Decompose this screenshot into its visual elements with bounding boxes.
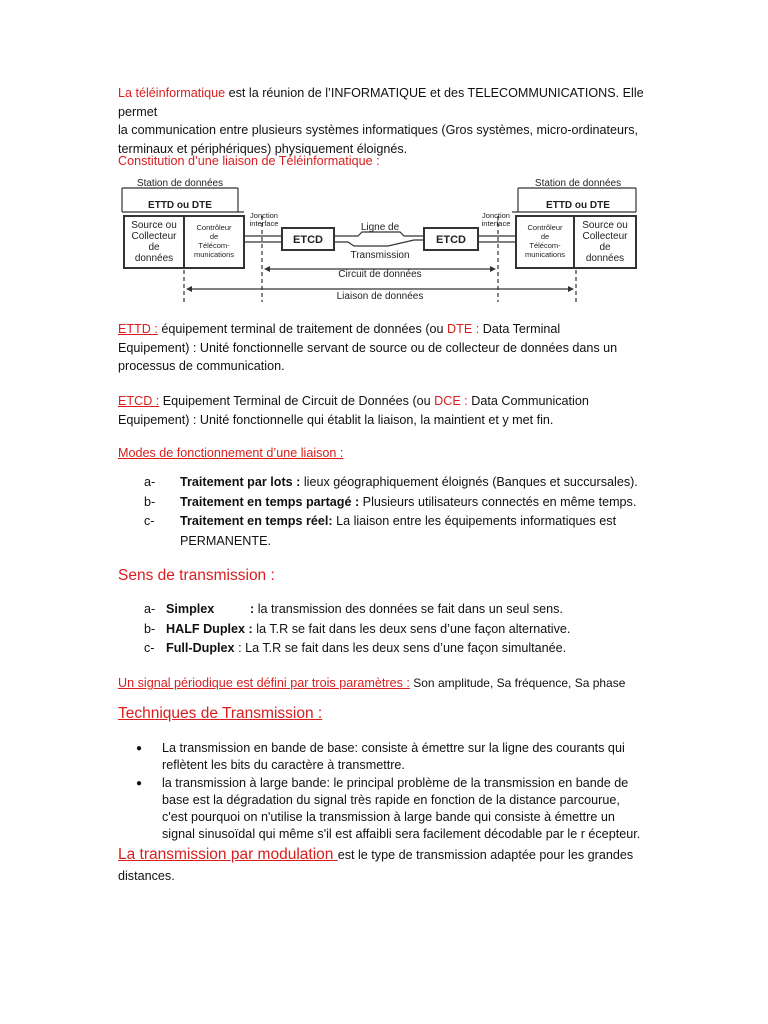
svg-text:de: de: [148, 242, 160, 253]
modes-heading: Modes de fonctionnement d’une liaison :: [118, 446, 344, 460]
svg-text:Collecteur: Collecteur: [131, 231, 177, 242]
teleinformatique-term: La téléinformatique: [118, 86, 226, 100]
svg-text:munications: munications: [524, 250, 566, 259]
svg-text:interface: interface: [249, 219, 279, 228]
dte-term: DTE :: [447, 322, 480, 336]
modulation-paragraph: La transmission par modulation est le type de transmission adaptée pour les grandes distances.: [118, 846, 634, 883]
dce-term: DCE :: [434, 394, 468, 408]
list-item: b- Traitement en temps partagé : Plusieurs utilisateurs connectés en même temps.: [144, 494, 637, 509]
svg-text:interface: interface: [481, 219, 511, 228]
svg-text:Collecteur: Collecteur: [582, 231, 628, 242]
svg-text:données: données: [585, 253, 625, 264]
station-right-label: Station de données: [534, 178, 622, 189]
sens-list: [144, 600, 664, 659]
intro-paragraph: La téléinformatique est la réunion de l’INFORMATIQUE et des TELECOMMUNICATIONS. Elle permet la communication entre plusieurs systèmes informatiques (Gros systèmes, micro-ordinateurs, terminaux et périphériques) physiquement éloignés.: [118, 86, 644, 156]
svg-text:munications: munications: [193, 250, 235, 259]
modulation-term: La transmission par modulation: [118, 846, 338, 863]
modes-list: [144, 473, 664, 551]
svg-text:Source ou: Source ou: [582, 220, 628, 231]
svg-text:Jonction: Jonction: [482, 211, 510, 220]
ligne-label-2: Transmission: [350, 250, 410, 261]
ligne-label-1: Ligne de: [360, 222, 400, 233]
svg-text:de: de: [209, 232, 219, 241]
svg-text:de: de: [540, 232, 550, 241]
list-item-continuation: PERMANENTE.: [180, 533, 271, 548]
svg-text:Télécom-: Télécom-: [529, 241, 561, 250]
ettd-right-label: ETTD ou DTE: [546, 200, 610, 211]
techniques-list: [132, 740, 662, 844]
etcd-definition: ETCD : Equipement Terminal de Circuit de Données (ou DCE : Data Communication Equipement) : Unité fonctionnelle qui établit la liaison, la maintient et y met fin.: [118, 394, 589, 427]
liaison-label: Liaison de données: [336, 291, 424, 302]
station-left-label: Station de données: [136, 178, 224, 189]
list-item: ● La transmission en bande de base: consiste à émettre sur la ligne des courants qui reflètent les bits du caractère à transmettre.: [136, 741, 625, 772]
etcd-left-label: ETCD: [293, 234, 323, 246]
list-item: a- Simplex : la transmission des données se fait dans un seul sens.: [144, 602, 563, 616]
bullet-icon: ●: [136, 778, 143, 789]
svg-text:Source ou: Source ou: [131, 220, 177, 231]
liaison-diagram: [118, 178, 646, 306]
svg-text:données: données: [134, 253, 174, 264]
list-item: c- Traitement en temps réel: La liaison entre les équipements informatiques est: [144, 514, 617, 528]
signal-paragraph: Un signal périodique est défini par trois paramètres : Son amplitude, Sa fréquence, Sa phase: [118, 676, 626, 690]
ettd-definition: ETTD : équipement terminal de traitement de données (ou DTE : Data Terminal Equipement) : Unité fonctionnelle servant de source ou de collecteur de données dans un processus de communication.: [118, 322, 618, 373]
etcd-term: ETCD :: [118, 394, 160, 408]
svg-text:de: de: [599, 242, 611, 253]
techniques-heading: Techniques de Transmission :: [118, 705, 323, 722]
list-item: ● la transmission à large bande: le principal problème de la transmission en bande de base est la dégradation du signal très rapide en fonction de la distance parcourue, c'est pourquoi on n'utilise la transmission à large bande qui consiste à émettre un signal sinusoïdal qui même s'il est affaibli sera facilement décodable par le r écepteur.: [136, 776, 641, 841]
circuit-label: Circuit de données: [338, 269, 422, 280]
svg-text:Contrôleur: Contrôleur: [527, 223, 563, 232]
list-item: b- HALF Duplex : la T.R se fait dans les deux sens d’une façon alternative.: [144, 621, 571, 636]
list-item: c- Full-Duplex : La T.R se fait dans les deux sens d’une façon simultanée.: [144, 641, 567, 655]
svg-text:Jonction: Jonction: [250, 211, 278, 220]
etcd-right-label: ETCD: [436, 234, 466, 246]
ettd-left-label: ETTD ou DTE: [148, 200, 212, 211]
ettd-term: ETTD :: [118, 322, 158, 336]
signal-term: Un signal périodique est défini par trois paramètres :: [118, 676, 410, 690]
sens-heading: Sens de transmission :: [118, 567, 275, 584]
svg-text:Contrôleur: Contrôleur: [196, 223, 232, 232]
list-item: a- Traitement par lots : lieux géographiquement éloignés (Banques et succursales).: [144, 475, 638, 489]
constitution-heading: Constitution d’une liaison de Téléinformatique :: [118, 154, 380, 168]
bullet-icon: ●: [136, 743, 143, 754]
svg-text:Télécom-: Télécom-: [198, 241, 230, 250]
